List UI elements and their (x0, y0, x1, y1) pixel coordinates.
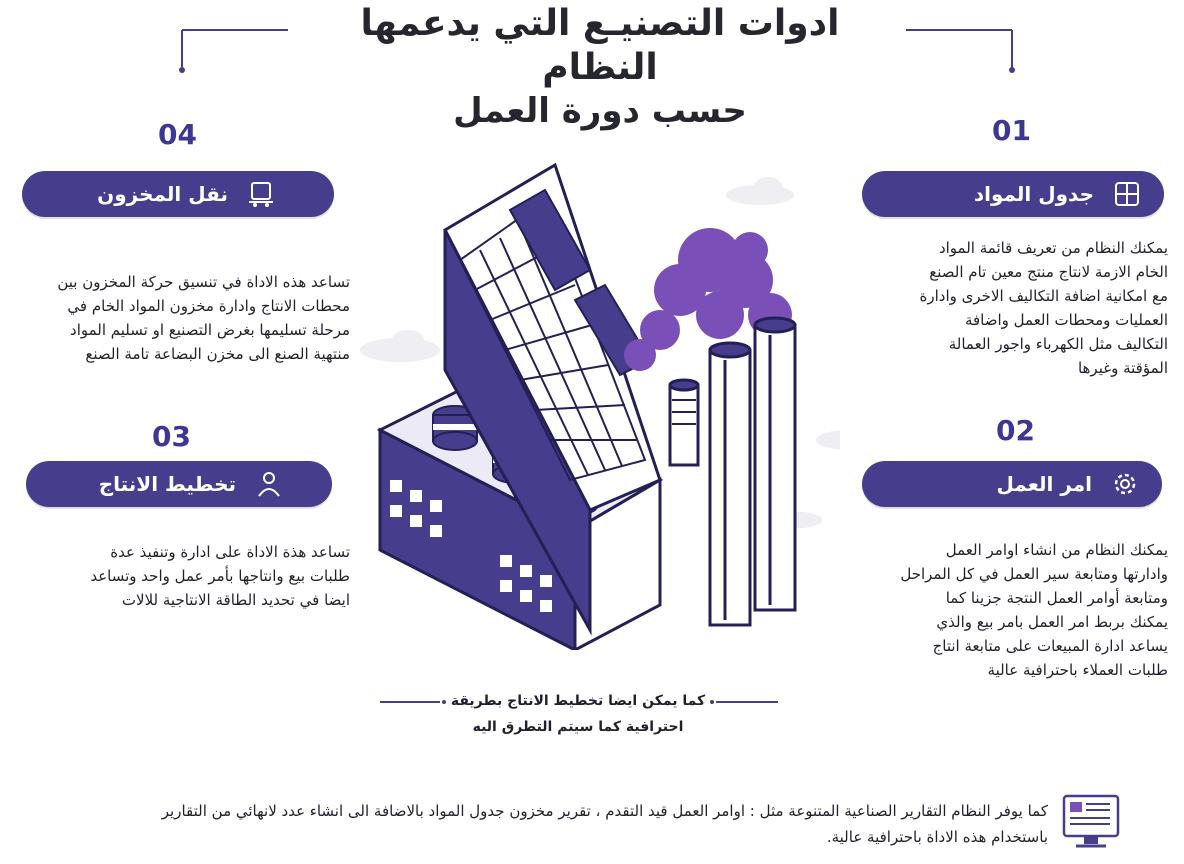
step-1-number: 01 (992, 114, 1031, 147)
title-bracket-left (178, 22, 298, 74)
title-line-1: ادوات التصنيـع التي يدعمها النظام (360, 3, 840, 88)
cart-box-icon (244, 177, 278, 211)
box-icon (1110, 177, 1144, 211)
step-2-label: امر العمل (996, 472, 1092, 496)
step-3-pill (26, 461, 332, 507)
step-4-pill (22, 171, 334, 217)
step-3-label: تخطيط الانتاج (98, 472, 236, 496)
footer-text: كما يوفر النظام التقارير الصناعية المتنوعة مثل : اوامر العمل قيد التقدم ، تقرير مخزون جدول المواد بالاضافة الى انشاء عدد لانهائي من التقارير باستخدام هذه الاداة باحترافية عالية. (161, 802, 1048, 846)
step-4-label: نقل المخزون (97, 182, 228, 206)
report-icon (1060, 790, 1122, 856)
step-2-text: يمكنك النظام من انشاء اوامر العمل وادارتها ومتابعة سير العمل في كل المراحل ومتابعة أوامر العمل النتجة جزينا كما يمكنك بربط امر العمل بامر بيع والذي يساعد ادارة المبيعات على متابعة انتاج طلبات العملاء باحترافية عالية (900, 541, 1168, 679)
step-1-text: يمكنك النظام من تعريف قائمة المواد الخام الازمة لانتاج منتج معين تام الصنع مع امكانية اضافة التكاليف الاخرى وادارة العمليات ومحطات العمل واضافة التكاليف مثل الكهرباء واجور العمالة المؤقتة وغيرها (919, 239, 1168, 377)
page-title (300, 2, 900, 132)
gear-wrench-icon (1108, 467, 1142, 501)
step-1-label: جدول المواد (973, 182, 1094, 206)
worker-gear-icon (252, 467, 286, 501)
title-bracket-right (900, 22, 1020, 74)
step-3-number: 03 (152, 420, 191, 453)
factory-illustration (360, 150, 840, 650)
step-2-number: 02 (996, 414, 1035, 447)
title-line-2: حسب دورة العمل (453, 91, 747, 131)
step-4-number: 04 (158, 118, 197, 151)
step-2-pill (862, 461, 1162, 507)
step-4-text: تساعد هذه الاداة في تنسيق حركة المخزون بين محطات الانتاج وادارة مخزون المواد الخام في مرحلة تسليمها بغرض التصنيع او تسليم المواد منتهية الصنع الى مخزن البضاعة تامة الصنع (57, 273, 350, 363)
step-1-pill (862, 171, 1164, 217)
step-3-text: تساعد هذة الاداة على ادارة وتنفيذ عدة طلبات بيع وانتاجها بأمر عمل واحد وتساعد ايضا في تحديد الطاقة الانتاجية للالات (90, 543, 350, 609)
center-note: كما يمكن ايضا تخطيط الانتاج بطريقة احترافية كما سيتم التطرق اليه (450, 693, 706, 735)
